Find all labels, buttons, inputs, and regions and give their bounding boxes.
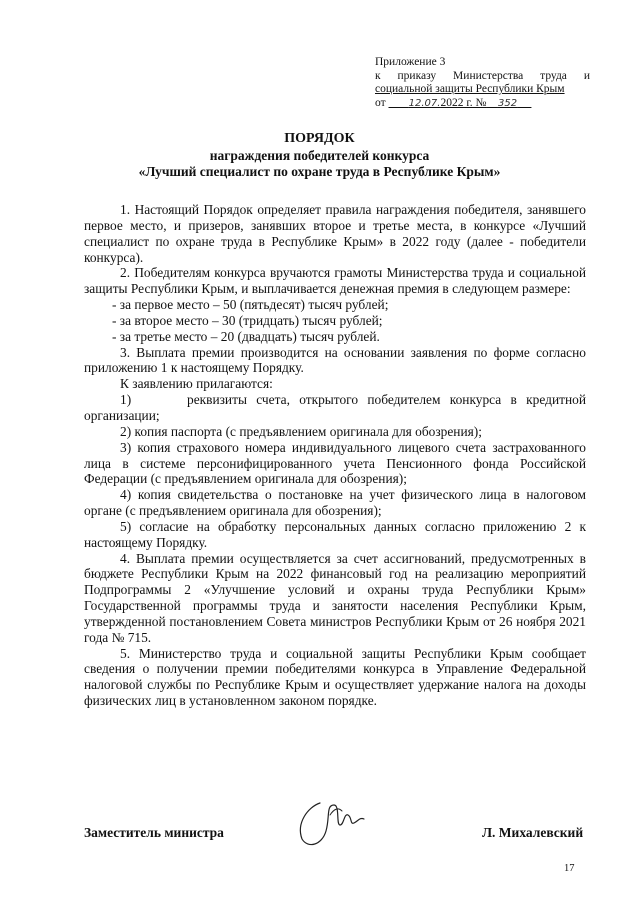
prize-second: - за второе место – 30 (тридцать) тысяч рублей; bbox=[112, 312, 383, 328]
paragraph-4: 4. Выплата премии осуществляется за счет ассигнований, предусмотренных в бюджете Республики Крым на 2022 финансовый год на реализацию мероприятий Подпрограммы 2 «Улучшение условий и охраны труда Республики Крым» Государственной программы труда и занятости населения Республики Крым, утвержденной постановлением Совета министров Республики Крым от 26 ноября 2021 года № 715. bbox=[84, 550, 586, 645]
signatory-role: Заместитель министра bbox=[84, 825, 224, 840]
paragraph-1: 1. Настоящий Порядок определяет правила награждения победителя, занявшего первое место, и призеров, занявших второе и третье места, в конкурсе «Лучший специалист по охране труда в Республике Крым» в 2022 году (далее - победители конкурса). bbox=[84, 202, 586, 265]
prize-first: - за первое место – 50 (пятьдесят) тысяч рублей; bbox=[112, 297, 389, 313]
attachment-2: 2) копия паспорта (с предъявлением оригинала для обозрения); bbox=[120, 423, 482, 439]
paragraph-2: 2. Победителям конкурса вручаются грамоты Министерства труда и социальной защиты Республики Крым, и выплачивается денежная премия в следующем размере: bbox=[84, 265, 586, 297]
handwritten-date: 12.07. bbox=[408, 97, 441, 109]
attachment-5: 5) согласие на обработку персональных данных согласно приложению 2 к настоящему Порядку. bbox=[84, 518, 586, 550]
document-subtitle: награждения победителей конкурса bbox=[209, 148, 430, 163]
appendix-title: Приложение 3 bbox=[375, 56, 446, 68]
signatory-name: Л. Михалевский bbox=[482, 825, 584, 840]
appendix-year-label: 2022 г. № bbox=[440, 96, 487, 109]
handwritten-signature bbox=[290, 795, 370, 853]
attachments-intro: К заявлению прилагаются: bbox=[120, 376, 273, 392]
attachment-1: 1) реквизиты счета, открытого победителем конкурса в кредитной организации; bbox=[84, 392, 590, 423]
appendix-from-label: от bbox=[375, 96, 386, 109]
appendix-date-line bbox=[375, 97, 590, 111]
contest-name: «Лучший специалист по охране труда в Республике Крым» bbox=[138, 164, 501, 179]
prize-third: - за третье место – 20 (двадцать) тысяч рублей. bbox=[112, 328, 380, 344]
attachment-3: 3) копия страхового номера индивидуального лицевого счета застрахованного лица в системе персонифицированного учета Пенсионного фонда Российской Федерации (с предъявлением оригинала для обозрения); bbox=[84, 439, 586, 487]
attachment-4: 4) копия свидетельства о постановке на учет физического лица в налоговом органе (с предъявлением оригинала для обозрения); bbox=[84, 487, 586, 519]
paragraph-3: 3. Выплата премии производится на основании заявления по форме согласно приложению 1 к настоящему Порядку. bbox=[84, 344, 586, 376]
appendix-order-line: к приказу Министерства труда и bbox=[375, 69, 590, 82]
document-body bbox=[84, 202, 590, 709]
paragraph-5: 5. Министерство труда и социальной защиты Республики Крым сообщает сведения о получении премии победителями конкурса в Управление Федеральной налоговой службы по Республике Крым и осуществляет удержание налога на доходы физических лиц в установленном законом порядке. bbox=[84, 645, 586, 709]
appendix-header bbox=[375, 56, 590, 110]
appendix-date-fill bbox=[389, 97, 532, 109]
page-number: 17 bbox=[564, 863, 575, 874]
document-title: ПОРЯДОК bbox=[284, 131, 355, 146]
handwritten-number: 352 bbox=[497, 97, 518, 109]
appendix-ministry-line: социальной защиты Республики Крым bbox=[375, 83, 565, 95]
